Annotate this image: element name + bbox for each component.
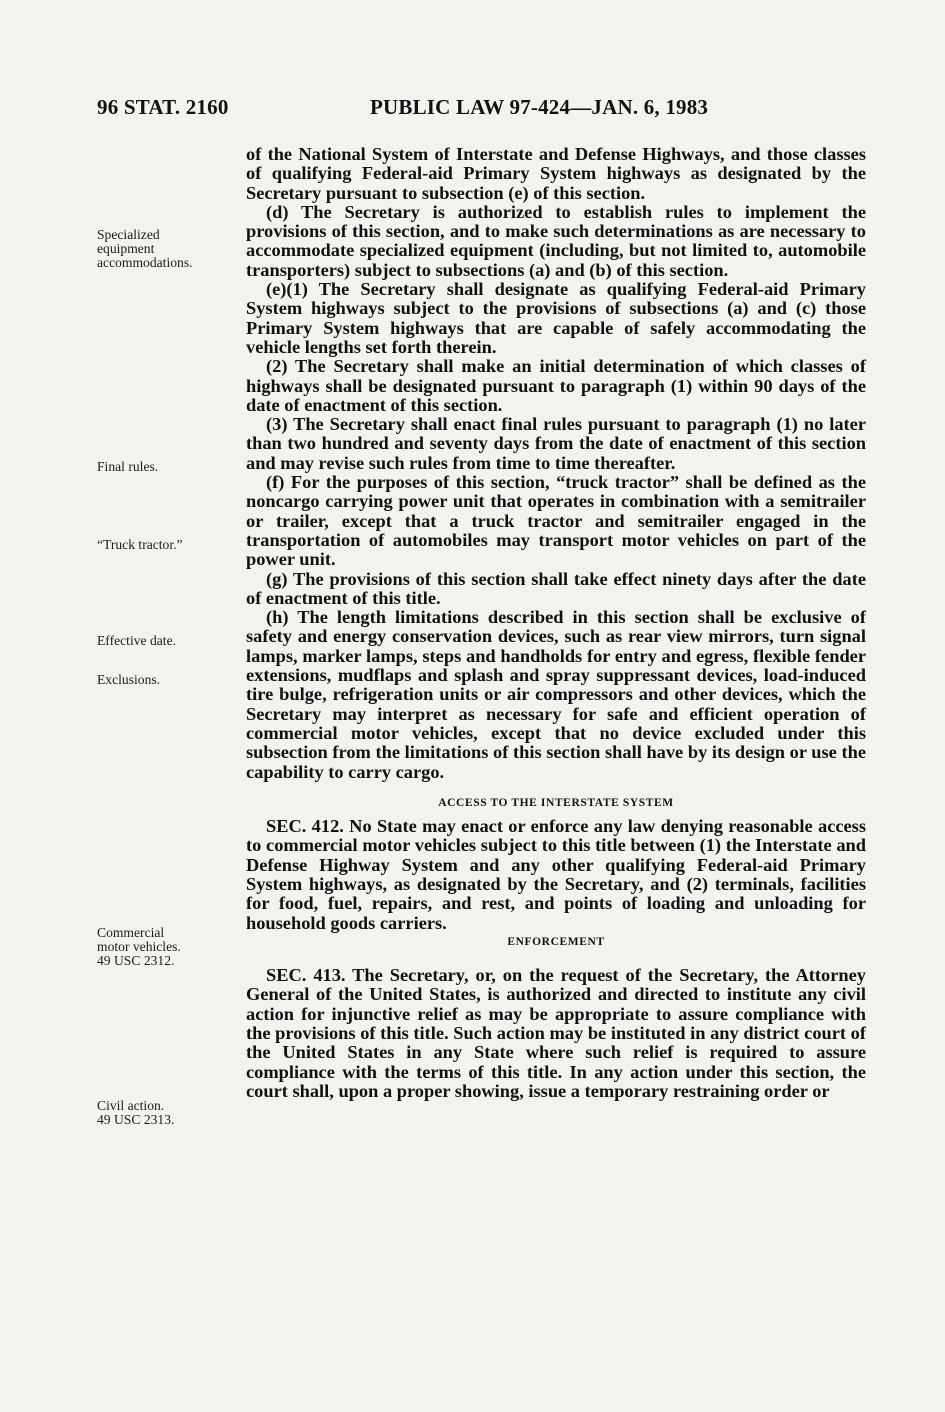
section-413: SEC. 413. The Secretary, or, on the request of the Secretary, the Attorney General of the United States, is authorized and directed to institute any civil action for injunctive relief as may be appropriate to assure compliance with the provisions of this title. Such action may be instituted in any district court of the United States in any State where such relief is required to assure compliance with the terms of this title. In any action under this section, the court shall, upon a proper showing, issue a temporary restraining order or [246,965,866,1101]
heading-access: ACCESS TO THE INTERSTATE SYSTEM [438,796,674,809]
paragraph-f: (f) For the purposes of this section, “truck tractor” shall be defined as the noncargo carrying power unit that operates in combination with a semitrailer or trailer, except that a truck tractor and semitrailer engaged in the transportation of automobiles may transport motor vehicles on part of the power unit. [246,472,866,570]
body-text [246,145,866,1101]
margin-note-effective-date: Effective date. [97,633,177,648]
paragraph-continuation: of the National System of Interstate and Defense Highways, and those classes of qualifying Federal-aid Primary System highways as designated by the Secretary pursuant to subsection (e) of this section. [246,144,866,203]
page-header [97,95,867,125]
margin-note-final-rules: Final rules. [97,459,159,474]
margin-note-exclusions: Exclusions. [97,672,161,687]
margin-note-commercial: Commercial motor vehicles. 49 USC 2312. [97,925,181,969]
heading-enforcement: ENFORCEMENT [507,935,605,948]
paragraph-g: (g) The provisions of this section shall take effect ninety days after the date of enactment of this title. [246,568,866,608]
paragraph-d: (d) The Secretary is authorized to establish rules to implement the provisions of this section, and to make such determinations as are necessary to accommodate specialized equipment (including, but not limited to, automobile transporters) subject to subsections (a) and (b) of this section. [246,201,866,280]
margin-note-civil-action: Civil action. 49 USC 2313. [97,1098,175,1128]
paragraph-e3: (3) The Secretary shall enact final rules pursuant to paragraph (1) no later than two hundred and seventy days from the date of enactment of this section and may revise such rules from time to time thereafter. [246,414,866,473]
paragraph-h: (h) The length limitations described in this section shall be exclusive of safety and energy conservation devices, such as rear view mirrors, turn signal lamps, marker lamps, steps and handholds for entry and egress, flexible fender extensions, mudflaps and splash and spray suppressant devices, load-induced tire bulge, refrigeration units or air compressors and other devices, which the Secretary may interpret as necessary for safe and efficient operation of commercial motor vehicles, except that no device excluded under this subsection from the limitations of this section shall have by its design or use the capability to carry cargo. [246,607,866,782]
margin-note-truck-tractor: “Truck tractor.” [97,537,183,552]
public-law-title: PUBLIC LAW 97-424—JAN. 6, 1983 [370,95,709,119]
statute-page-number: 96 STAT. 2160 [97,95,229,119]
margin-note-specialized: Specialized equipment accommodations. [97,227,193,271]
paragraph-e2: (2) The Secretary shall make an initial determination of which classes of highways shall be designated pursuant to paragraph (1) within 90 days of the date of enactment of this section. [246,356,866,415]
section-412: SEC. 412. No State may enact or enforce any law denying reasonable access to commercial motor vehicles subject to this title between (1) the Interstate and Defense Highway System and any other qualifying Federal-aid Primary System highways, as designated by the Secretary, and (2) terminals, facilities for food, fuel, repairs, and rest, and points of loading and unloading for household goods carriers. [246,816,866,933]
paragraph-e1: (e)(1) The Secretary shall designate as qualifying Federal-aid Primary System highways subject to the provisions of subsections (a) and (c) those Primary System highways that are capable of safely accommodating the vehicle lengths set forth therein. [246,279,866,357]
